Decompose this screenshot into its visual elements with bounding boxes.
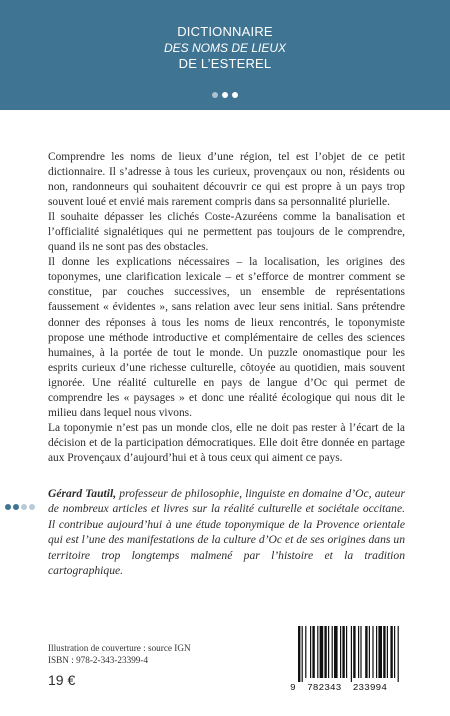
decorative-dots — [0, 92, 450, 100]
dot-icon — [29, 504, 35, 510]
barcode-number: 9 782343 233994 — [290, 682, 387, 693]
isbn-text: ISBN : 978-2-343-23399-4 — [48, 654, 149, 665]
summary-paragraph: La toponymie n’est pas un monde clos, elle ne doit pas rester à l’écart de la décision et de la participation démocratiques. Elle doit être donnée en partage aux Provençaux d’aujourd’hui et à tous ceux qui aiment ce pays. — [48, 421, 405, 464]
dot-icon — [21, 504, 27, 510]
author-bio-text: professeur de philosophie, linguiste en domaine d’Oc, auteur de nombreux articles et livres sur la réalité culturelle et sociétale occitane. Il contribue aujourd’hui à une étude toponymique de la Provence orientale qui est l’une des manifestations de la culture d’Oc et de ses origines dans un territoire trop longtemps malmené par l’histoire et la tradition cartographique. — [48, 487, 405, 578]
book-title-line-3: DE L’ESTEREL — [178, 56, 272, 71]
side-decorative-dots — [5, 504, 37, 512]
summary-paragraph: Il donne les explications nécessaires – la localisation, les origines des toponymes, une clarification lexicale – et s’efforce de montrer comment se constitue, par couches successives, un ensemble de représentations faussement « évidentes », sans relation avec leur sens initial. Sans prétendre donner des réponses à tous les noms de lieux rencontrés, le toponymiste propose une méthode introductive et complémentaire de celles des sciences humaines, à la portée de tout le monde. Un puzzle onomastique pour les esprits curieux d’une richesse culturelle, côtoyée au quotidien, mais souvent ignorée. Une réalité culturelle en pays de langue d’Oc qui permet de comprendre les « paysages » et donc une réalité écologique qui nous dit le milieu dans lequel nous vivons. — [48, 256, 405, 419]
price: 19 € — [48, 672, 76, 688]
cover-credit: Illustration de couverture : source IGN — [48, 643, 191, 653]
credits-block — [48, 643, 191, 666]
dot-icon — [212, 92, 218, 98]
summary-paragraph: Il souhaite dépasser les clichés Coste-Azuréens comme la banalisation et l’officialité signalétiques qui ne permettent pas toujours de le comprendre, quand ils ne sont pas des obstacles. — [48, 211, 405, 254]
barcode — [290, 624, 410, 696]
dot-icon — [5, 504, 11, 510]
summary-paragraph: Comprendre les noms de lieux d’une région, tel est l’objet de ce petit dictionnaire. Il s’adresse à tous les curieux, provençaux ou non, résidents ou non, randonneurs qui souhaitent découvrir ce qui est propre à un pays trop souvent loué et envié mais rarement compris dans sa personnalité plurielle. — [48, 151, 405, 209]
author-name: Gérard Tautil, — [48, 487, 117, 500]
book-title-line-1: DICTIONNAIRE — [177, 24, 273, 39]
author-bio — [48, 486, 405, 578]
book-title-line-2: DES NOMS DE LIEUX — [163, 41, 287, 55]
barcode-bars — [290, 624, 410, 682]
dot-icon — [13, 504, 19, 510]
back-cover-summary — [48, 150, 405, 466]
dot-icon — [232, 92, 238, 98]
dot-icon — [222, 92, 228, 98]
header-band — [0, 0, 450, 110]
